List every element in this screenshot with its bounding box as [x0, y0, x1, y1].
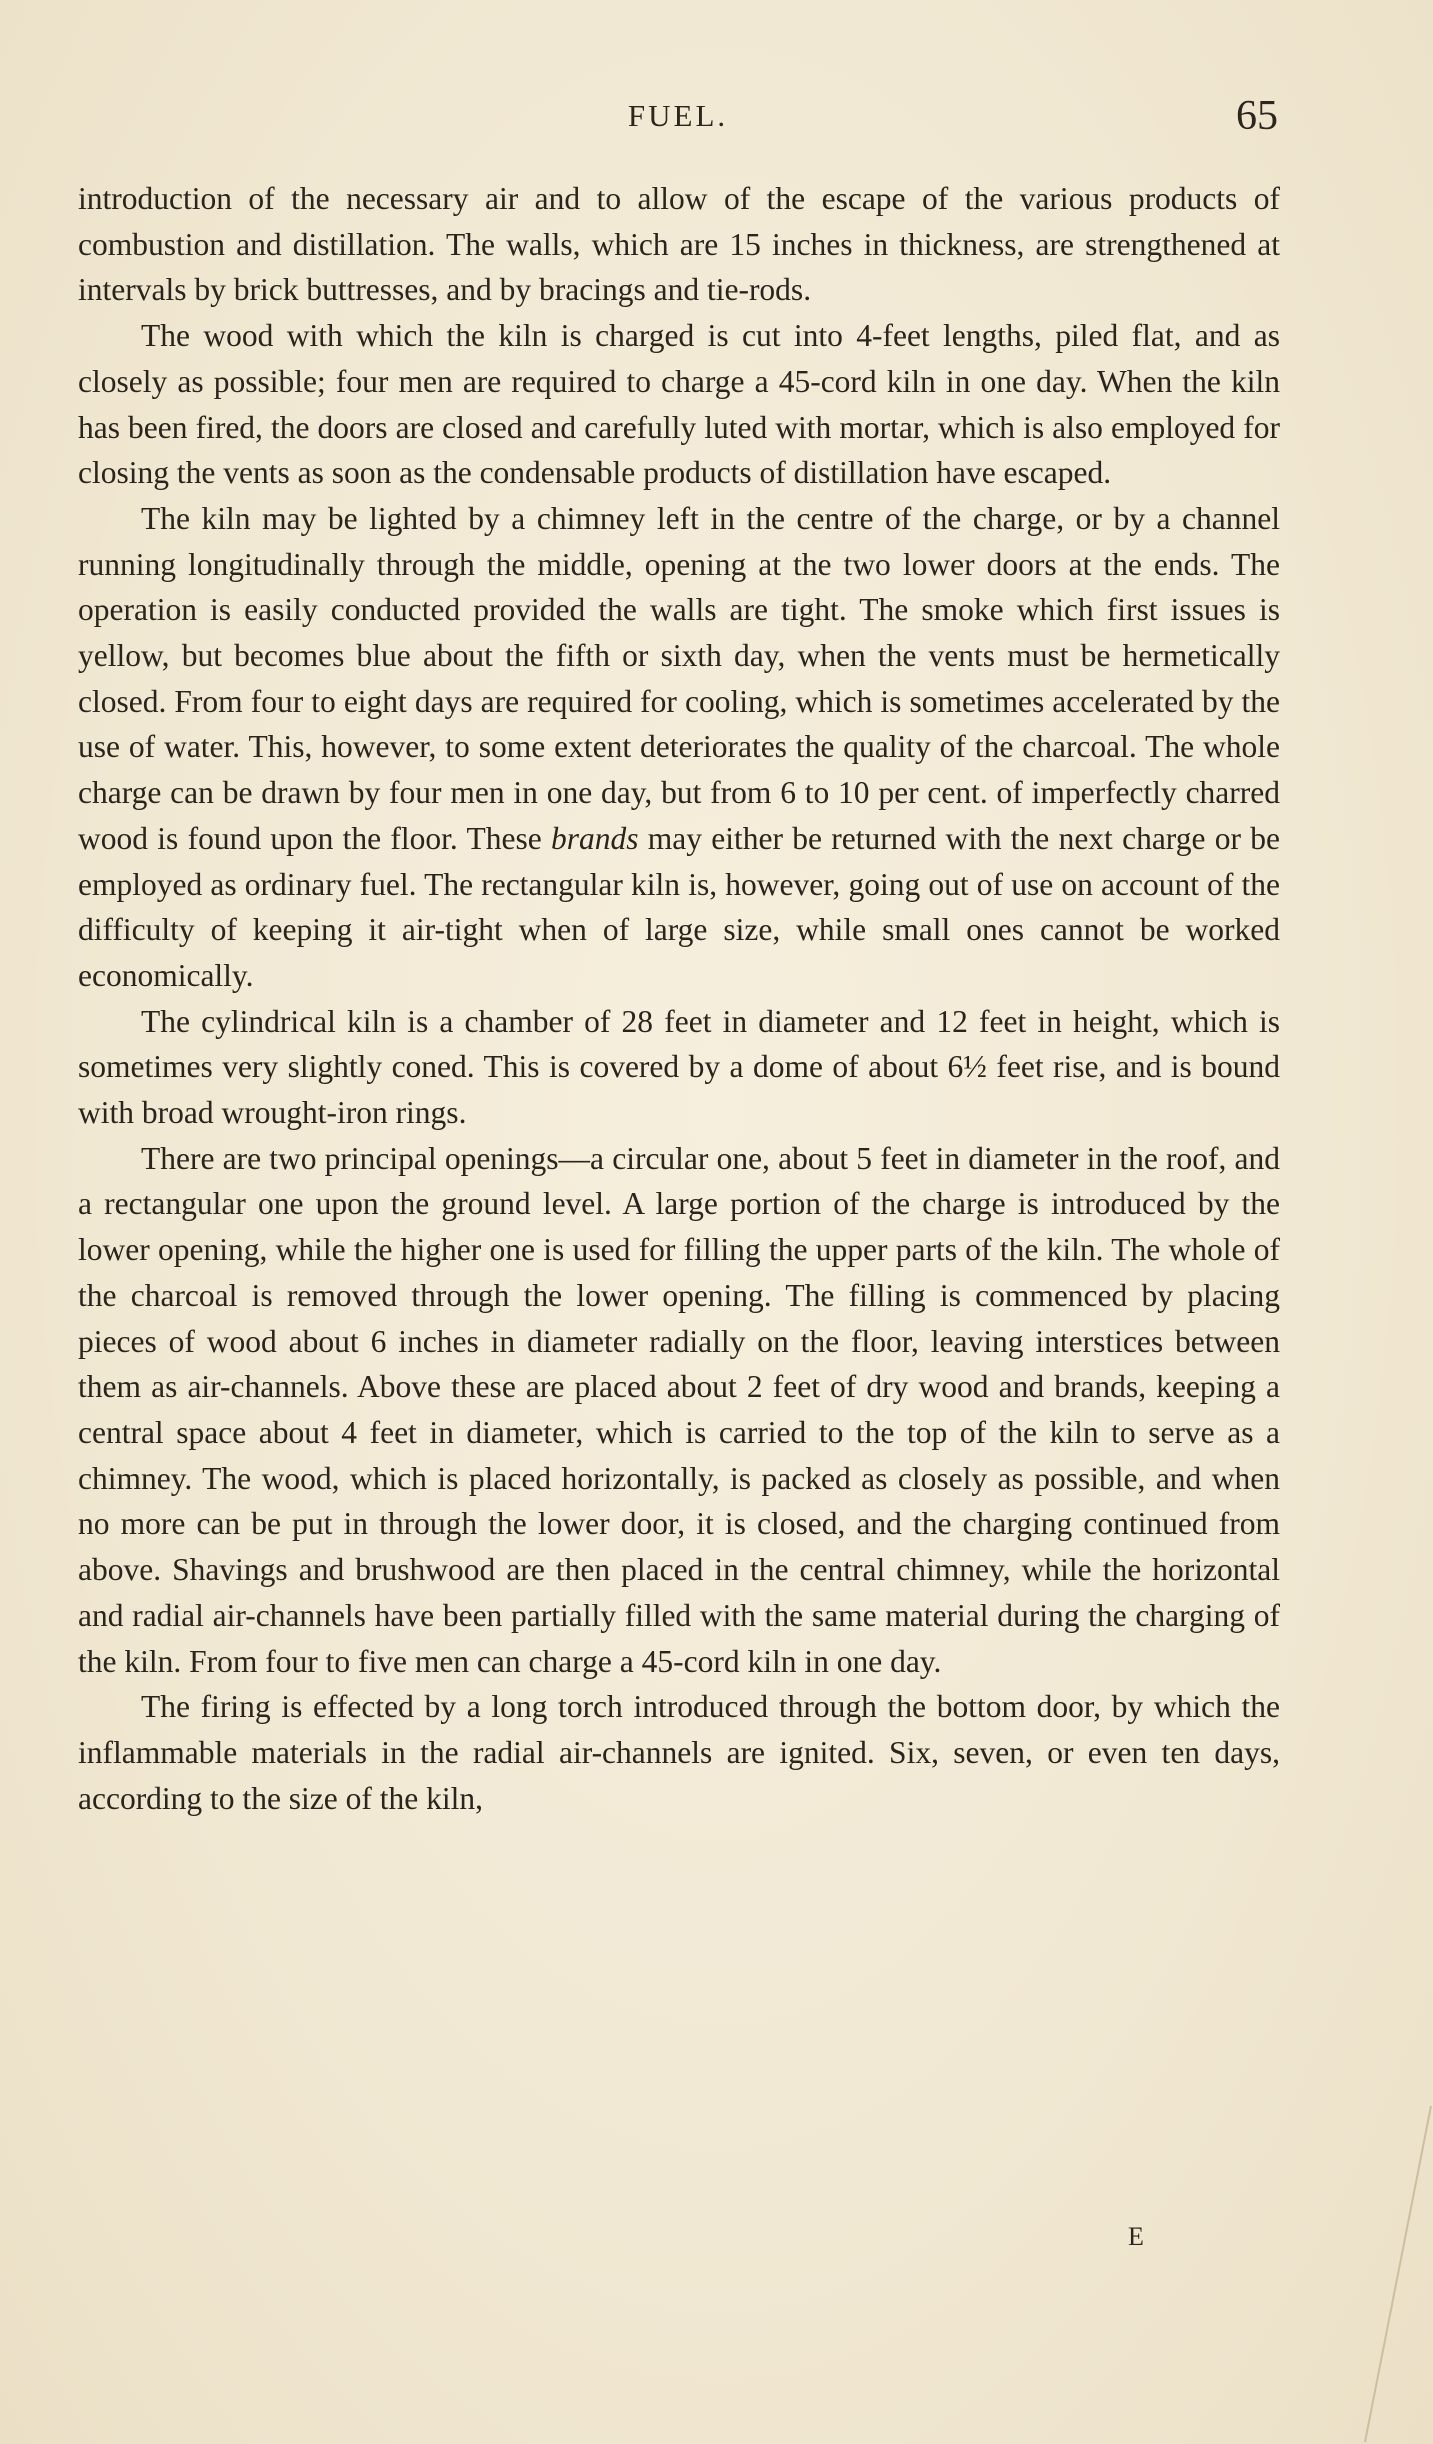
emphasis-brands: brands	[550, 820, 639, 856]
paragraph-3: The kiln may be lighted by a chimney left in the centre of the charge, or by a channel running longitudinally through the middle, opening at the two lower doors at the ends. The operation is easily conducted provided the walls are tight. The smoke which first issues is yellow, but becomes blue about the fifth or sixth day, when the vents must be hermetically closed. From four to eight days are required for cooling, which is sometimes accelerated by the use of water. This, however, to some extent deteriorates the quality of the charcoal. The whole charge can be drawn by four men in one day, but from 6 to 10 per cent. of imperfectly charred wood is found upon the floor. These brands may either be returned with the next charge or be employed as ordinary fuel. The rectangular kiln is, however, going out of use on account of the difficulty of keeping it air-tight when of large size, while small ones cannot be worked economically.	[78, 500, 1280, 993]
paragraph-2: The wood with which the kiln is charged is cut into 4-feet lengths, piled flat, and as closely as possible; four men are required to charge a 45-cord kiln in one day. When the kiln has been fired, the doors are closed and carefully luted with mortar, which is also employed for closing the vents as soon as the condensable products of distillation have escaped.	[78, 318, 1280, 491]
page-edge-mark	[1363, 2104, 1433, 2444]
running-title: FUEL.	[627, 98, 729, 133]
page-number: 65	[1236, 93, 1278, 139]
body-text	[78, 176, 1280, 1821]
running-head	[78, 93, 1278, 148]
signature-mark: E	[1128, 2222, 1145, 2251]
paragraph-6: The firing is effected by a long torch introduced through the bottom door, by which the inflammable materials in the radial air-channels are ignited. Six, seven, or even ten days, according to the size of the kiln,	[78, 1689, 1280, 1816]
paragraph-4: The cylindrical kiln is a chamber of 28 feet in diameter and 12 feet in height, which is sometimes very slightly coned. This is covered by a dome of about 6½ feet rise, and is bound with broad wrought-iron rings.	[78, 1003, 1280, 1131]
paragraph-5: There are two principal openings—a circular one, about 5 feet in diameter in the roof, and a rectangular one upon the ground level. A large portion of the charge is introduced by the lower opening, while the higher one is used for filling the upper parts of the kiln. The whole of the charcoal is removed through the lower opening. The filling is commenced by placing pieces of wood about 6 inches in diameter radially on the floor, leaving interstices between them as air-channels. Above these are placed about 2 feet of dry wood and brands, keeping a central space about 4 feet in diameter, which is carried to the top of the kiln to serve as a chimney. The wood, which is placed horizontally, is packed as closely as possible, and when no more can be put in through the lower door, it is closed, and the charging continued from above. Shavings and brushwood are then placed in the central chimney, while the horizontal and radial air-channels have been partially filled with the same material during the charging of the kiln. From four to five men can charge a 45-cord kiln in one day.	[78, 1140, 1280, 1679]
paragraph-1: introduction of the necessary air and to allow of the escape of the various products of combustion and distillation. The walls, which are 15 inches in thickness, are strengthened at intervals by brick buttresses, and by bracings and tie-rods.	[78, 181, 1280, 308]
